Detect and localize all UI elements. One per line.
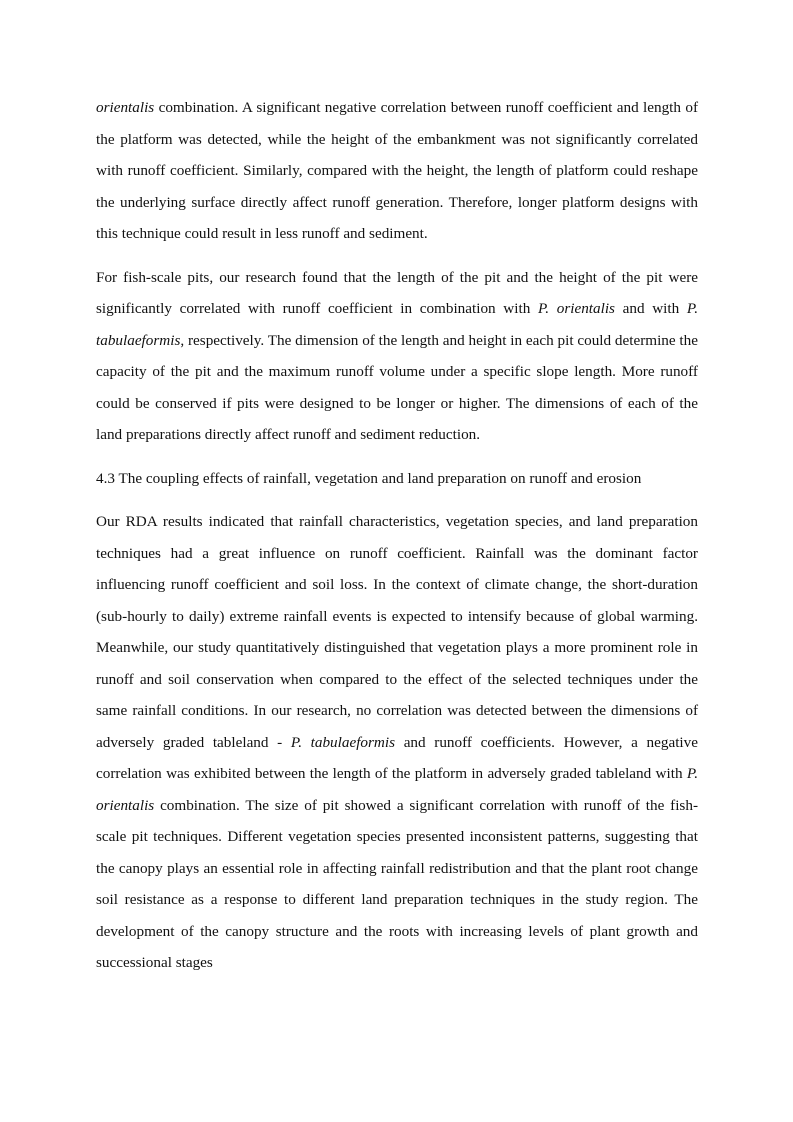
italic-term: P. orientalis bbox=[96, 765, 698, 814]
text-segment: , respectively. The dimension of the length and height in each pit could determine the capacity of the pit and the maximum runoff volume under a specific slope length. More runoff could be conserved if pits were designed to be longer or higher. The dimensions of each of the land preparations directly affect runoff and sediment reduction. bbox=[96, 331, 698, 443]
section-heading bbox=[96, 463, 698, 495]
text-segment: combination. A significant negative correlation between runoff coefficient and length of the platform was detected, while the height of the embankment was not significantly correlated with runoff coefficient. Similarly, compared with the height, the length of platform could reshape the underlying surface directly affect runoff generation. Therefore, longer platform designs with this technique could result in less runoff and sediment. bbox=[96, 99, 698, 242]
italic-term: P. tabulaeformis bbox=[290, 733, 396, 751]
text-segment: Our RDA results indicated that rainfall characteristics, vegetation species, and land preparation techniques had a great influence on runoff coefficient. Rainfall was the dominant factor influencing runoff coefficient and soil loss. In the context of climate change, the short-duration (sub-hourly to daily) extreme rainfall events is expected to intensify because of global warming. Meanwhile, our study quantitatively distinguished that vegetation plays a more prominent role in runoff and soil conservation when compared to the effect of the selected techniques under the same rainfall conditions. In our research, no correlation was detected between the dimensions of adversely graded tableland - bbox=[96, 513, 698, 751]
text-segment: and with bbox=[614, 300, 687, 317]
italic-term: orientalis bbox=[96, 99, 155, 116]
italic-term: P. tabulaeformis bbox=[96, 300, 698, 349]
text-segment: combination. The size of pit showed a significant correlation with runoff of the fish-scale pit techniques. Different vegetation species presented inconsistent patterns, suggesting that the canopy plays an essential role in affecting rainfall redistribution and that the plant root change soil resistance as a response to different land preparation techniques in the study region. The development of the canopy structure and the roots with increasing levels of plant growth and successional stages bbox=[96, 796, 698, 971]
body-paragraph bbox=[96, 262, 698, 451]
text-segment: and runoff coefficients. However, a negative correlation was exhibited between the length of the platform in adversely graded tableland with bbox=[96, 733, 698, 782]
page-body bbox=[96, 92, 698, 991]
italic-term: P. orientalis bbox=[537, 300, 615, 317]
text-segment: 4.3 The coupling effects of rainfall, vegetation and land preparation on runoff and erosion bbox=[96, 469, 642, 487]
body-paragraph bbox=[96, 92, 698, 250]
body-paragraph bbox=[96, 506, 698, 979]
text-segment: For fish-scale pits, our research found that the length of the pit and the height of the pit were significantly correlated with runoff coefficient in combination with bbox=[96, 268, 698, 317]
